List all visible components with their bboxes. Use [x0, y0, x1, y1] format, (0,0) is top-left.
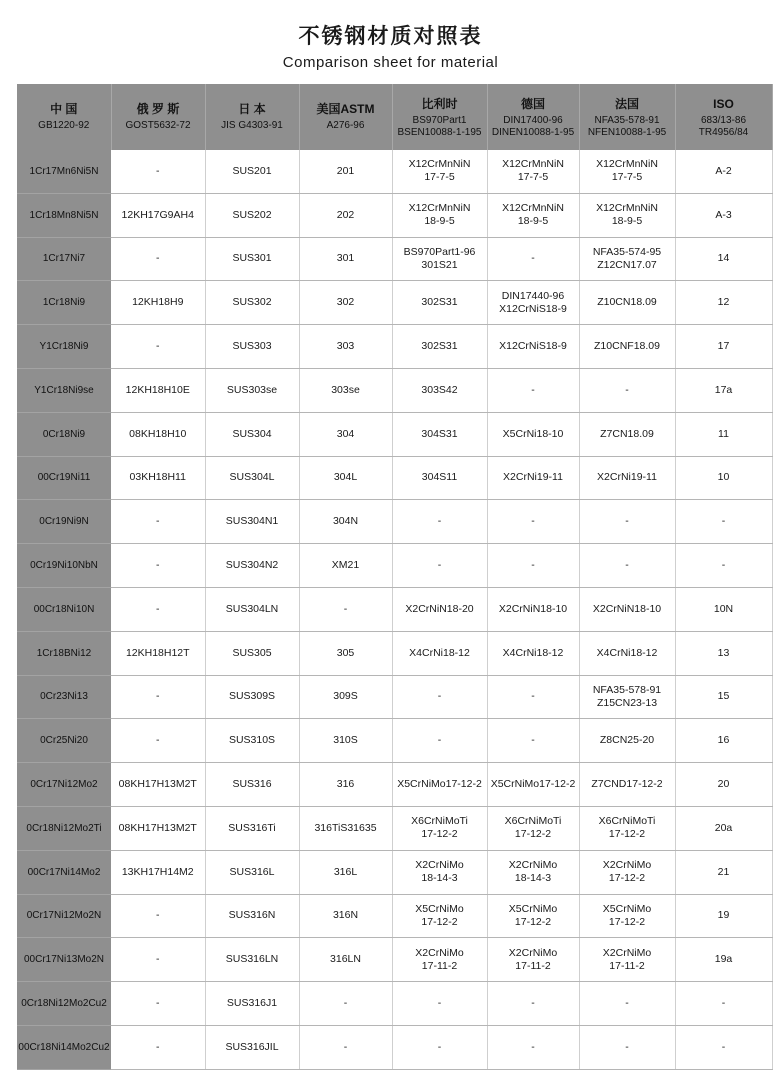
cell-iso: 10N — [675, 587, 772, 631]
cell-france: X2CrNiMo 17-12-2 — [579, 850, 675, 894]
cell-japan: SUS303 — [205, 325, 299, 369]
cell-germany: - — [487, 719, 579, 763]
cell-japan: SUS202 — [205, 193, 299, 237]
cell-usa: 316 — [299, 763, 392, 807]
cell-usa: 316L — [299, 850, 392, 894]
cell-japan: SUS304N1 — [205, 500, 299, 544]
cell-china-grade: 1Cr18Ni9 — [17, 281, 111, 325]
cell-germany: - — [487, 237, 579, 281]
cell-china-grade: 0Cr18Ni9 — [17, 412, 111, 456]
table-row — [17, 763, 772, 807]
cell-usa: 309S — [299, 675, 392, 719]
table-row — [17, 675, 772, 719]
cell-usa: 301 — [299, 237, 392, 281]
cell-japan: SUS316Ti — [205, 806, 299, 850]
cell-iso: 17a — [675, 368, 772, 412]
cell-japan: SUS303se — [205, 368, 299, 412]
cell-belgium: 304S31 — [392, 412, 487, 456]
cell-belgium: 303S42 — [392, 368, 487, 412]
cell-japan: SUS304L — [205, 456, 299, 500]
table-row — [17, 325, 772, 369]
page-title: 不锈钢材质对照表 — [298, 24, 483, 48]
cell-japan: SUS316LN — [205, 938, 299, 982]
cell-germany: - — [487, 675, 579, 719]
cell-china-grade: 00Cr18Ni10N — [17, 587, 111, 631]
cell-belgium: 304S11 — [392, 456, 487, 500]
cell-russia: 12KH18H9 — [111, 281, 205, 325]
cell-china-grade: 1Cr17Ni7 — [17, 237, 111, 281]
header-russia: 俄 罗 斯 GOST5632-72 — [111, 84, 205, 150]
cell-france: X4CrNi18-12 — [579, 631, 675, 675]
cell-china-grade: 00Cr17Ni13Mo2N — [17, 938, 111, 982]
cell-russia: 08KH17H13M2T — [111, 806, 205, 850]
cell-usa: 316N — [299, 894, 392, 938]
cell-russia: 12KH17G9AH4 — [111, 193, 205, 237]
cell-germany: X2CrNiMo 17-11-2 — [487, 938, 579, 982]
cell-usa: 316LN — [299, 938, 392, 982]
table-row — [17, 281, 772, 325]
cell-japan: SUS304LN — [205, 587, 299, 631]
table-row — [17, 544, 772, 588]
cell-china-grade: 0Cr19Ni10NbN — [17, 544, 111, 588]
header-china: 中 国 GB1220-92 — [17, 84, 111, 150]
page-subtitle: Comparison sheet for material — [282, 54, 499, 71]
cell-iso: - — [675, 500, 772, 544]
table-row — [17, 1025, 772, 1069]
cell-germany: - — [487, 368, 579, 412]
cell-france: X2CrNiN18-10 — [579, 587, 675, 631]
cell-france: - — [579, 368, 675, 412]
cell-japan: SUS316JIL — [205, 1025, 299, 1069]
cell-japan: SUS304N2 — [205, 544, 299, 588]
cell-russia: 12KH18H10E — [111, 368, 205, 412]
cell-belgium: X2CrNiMo 17-11-2 — [392, 938, 487, 982]
cell-russia: 08KH18H10 — [111, 412, 205, 456]
cell-iso: A-2 — [675, 150, 772, 193]
cell-germany: X2CrNi19-11 — [487, 456, 579, 500]
cell-usa: - — [299, 982, 392, 1026]
cell-france: Z10CNF18.09 — [579, 325, 675, 369]
cell-iso: 11 — [675, 412, 772, 456]
cell-iso: 13 — [675, 631, 772, 675]
cell-japan: SUS310S — [205, 719, 299, 763]
header-japan: 日 本 JIS G4303-91 — [205, 84, 299, 150]
cell-russia: 13KH17H14M2 — [111, 850, 205, 894]
cell-china-grade: 0Cr18Ni12Mo2Cu2 — [17, 982, 111, 1026]
cell-china-grade: 0Cr23Ni13 — [17, 675, 111, 719]
cell-iso: 20a — [675, 806, 772, 850]
cell-germany: X6CrNiMoTi 17-12-2 — [487, 806, 579, 850]
material-comparison-table — [17, 84, 773, 1070]
cell-russia: - — [111, 894, 205, 938]
cell-iso: A-3 — [675, 193, 772, 237]
cell-germany: X2CrNiN18-10 — [487, 587, 579, 631]
cell-germany: X12CrMnNiN 18-9-5 — [487, 193, 579, 237]
cell-belgium: - — [392, 544, 487, 588]
cell-iso: - — [675, 1025, 772, 1069]
table-row — [17, 193, 772, 237]
table-row — [17, 719, 772, 763]
cell-germany: - — [487, 1025, 579, 1069]
table-row — [17, 938, 772, 982]
cell-germany: X12CrNiS18-9 — [487, 325, 579, 369]
cell-russia: 12KH18H12T — [111, 631, 205, 675]
cell-france: Z10CN18.09 — [579, 281, 675, 325]
cell-belgium: X5CrNiMo17-12-2 — [392, 763, 487, 807]
cell-china-grade: 0Cr25Ni20 — [17, 719, 111, 763]
cell-china-grade: 0Cr17Ni12Mo2N — [17, 894, 111, 938]
cell-iso: 19a — [675, 938, 772, 982]
table-row — [17, 631, 772, 675]
cell-china-grade: 1Cr18BNi12 — [17, 631, 111, 675]
cell-russia: - — [111, 544, 205, 588]
cell-usa: 316TiS31635 — [299, 806, 392, 850]
cell-usa: 304L — [299, 456, 392, 500]
cell-usa: - — [299, 1025, 392, 1069]
header-germany: 德国 DIN17400-96 DINEN10088-1-95 — [487, 84, 579, 150]
cell-germany: X5CrNiMo 17-12-2 — [487, 894, 579, 938]
cell-china-grade: 00Cr17Ni14Mo2 — [17, 850, 111, 894]
cell-belgium: - — [392, 675, 487, 719]
cell-usa: XM21 — [299, 544, 392, 588]
cell-france: X12CrMnNiN 17-7-5 — [579, 150, 675, 193]
cell-china-grade: Y1Cr18Ni9 — [17, 325, 111, 369]
cell-russia: - — [111, 1025, 205, 1069]
cell-russia: - — [111, 150, 205, 193]
cell-russia: - — [111, 938, 205, 982]
cell-germany: - — [487, 982, 579, 1026]
cell-france: - — [579, 500, 675, 544]
cell-japan: SUS316L — [205, 850, 299, 894]
cell-france: NFA35-578-91 Z15CN23-13 — [579, 675, 675, 719]
cell-germany: - — [487, 544, 579, 588]
table-row — [17, 850, 772, 894]
cell-belgium: X6CrNiMoTi 17-12-2 — [392, 806, 487, 850]
header-row — [17, 84, 772, 150]
cell-china-grade: 0Cr18Ni12Mo2Ti — [17, 806, 111, 850]
cell-russia: - — [111, 500, 205, 544]
cell-france: X6CrNiMoTi 17-12-2 — [579, 806, 675, 850]
cell-russia: - — [111, 237, 205, 281]
cell-usa: 202 — [299, 193, 392, 237]
cell-belgium: 302S31 — [392, 325, 487, 369]
table-row — [17, 237, 772, 281]
cell-usa: 201 — [299, 150, 392, 193]
cell-france: Z7CND17-12-2 — [579, 763, 675, 807]
cell-france: - — [579, 1025, 675, 1069]
cell-china-grade: 0Cr19Ni9N — [17, 500, 111, 544]
cell-france: - — [579, 544, 675, 588]
cell-belgium: X2CrNiMo 18-14-3 — [392, 850, 487, 894]
cell-germany: X2CrNiMo 18-14-3 — [487, 850, 579, 894]
cell-usa: 304 — [299, 412, 392, 456]
cell-usa: 303 — [299, 325, 392, 369]
cell-usa: 305 — [299, 631, 392, 675]
cell-russia: - — [111, 675, 205, 719]
header-belgium: 比利时 BS970Part1 BSEN10088-1-195 — [392, 84, 487, 150]
cell-belgium: X5CrNiMo 17-12-2 — [392, 894, 487, 938]
cell-china-grade: 1Cr17Mn6Ni5N — [17, 150, 111, 193]
header-usa: 美国ASTM A276-96 — [299, 84, 392, 150]
cell-germany: DIN17440-96 X12CrNiS18-9 — [487, 281, 579, 325]
cell-belgium: X12CrMnNiN 17-7-5 — [392, 150, 487, 193]
cell-iso: 19 — [675, 894, 772, 938]
cell-china-grade: 00Cr18Ni14Mo2Cu2 — [17, 1025, 111, 1069]
cell-usa: 304N — [299, 500, 392, 544]
cell-germany: X4CrNi18-12 — [487, 631, 579, 675]
table-row — [17, 982, 772, 1026]
cell-usa: 302 — [299, 281, 392, 325]
cell-iso: 15 — [675, 675, 772, 719]
cell-iso: 14 — [675, 237, 772, 281]
header-iso: ISO 683/13-86 TR4956/84 — [675, 84, 772, 150]
cell-japan: SUS302 — [205, 281, 299, 325]
cell-iso: - — [675, 544, 772, 588]
table-row — [17, 806, 772, 850]
cell-japan: SUS201 — [205, 150, 299, 193]
table-row — [17, 587, 772, 631]
cell-belgium: - — [392, 1025, 487, 1069]
table-row — [17, 500, 772, 544]
table-row — [17, 150, 772, 193]
cell-france: Z7CN18.09 — [579, 412, 675, 456]
cell-china-grade: Y1Cr18Ni9se — [17, 368, 111, 412]
cell-japan: SUS316J1 — [205, 982, 299, 1026]
table-row — [17, 894, 772, 938]
table-row — [17, 456, 772, 500]
cell-russia: 08KH17H13M2T — [111, 763, 205, 807]
cell-belgium: - — [392, 719, 487, 763]
cell-france: X12CrMnNiN 18-9-5 — [579, 193, 675, 237]
cell-russia: - — [111, 982, 205, 1026]
cell-iso: 17 — [675, 325, 772, 369]
cell-japan: SUS316N — [205, 894, 299, 938]
table-row — [17, 368, 772, 412]
cell-usa: - — [299, 587, 392, 631]
cell-belgium: BS970Part1-96 301S21 — [392, 237, 487, 281]
table-row — [17, 412, 772, 456]
cell-iso: 16 — [675, 719, 772, 763]
cell-iso: 12 — [675, 281, 772, 325]
cell-germany: X12CrMnNiN 17-7-5 — [487, 150, 579, 193]
cell-france: - — [579, 982, 675, 1026]
cell-japan: SUS301 — [205, 237, 299, 281]
cell-france: NFA35-574-95 Z12CN17.07 — [579, 237, 675, 281]
cell-france: Z8CN25-20 — [579, 719, 675, 763]
cell-france: X2CrNiMo 17-11-2 — [579, 938, 675, 982]
cell-belgium: - — [392, 500, 487, 544]
cell-germany: X5CrNiMo17-12-2 — [487, 763, 579, 807]
cell-usa: 303se — [299, 368, 392, 412]
header-france: 法国 NFA35-578-91 NFEN10088-1-95 — [579, 84, 675, 150]
cell-iso: - — [675, 982, 772, 1026]
table-header — [17, 84, 772, 150]
cell-russia: - — [111, 719, 205, 763]
cell-usa: 310S — [299, 719, 392, 763]
cell-france: X2CrNi19-11 — [579, 456, 675, 500]
cell-japan: SUS316 — [205, 763, 299, 807]
cell-iso: 21 — [675, 850, 772, 894]
cell-germany: X5CrNi18-10 — [487, 412, 579, 456]
cell-france: X5CrNiMo 17-12-2 — [579, 894, 675, 938]
cell-belgium: - — [392, 982, 487, 1026]
table-body — [17, 150, 772, 1069]
cell-belgium: X2CrNiN18-20 — [392, 587, 487, 631]
cell-japan: SUS309S — [205, 675, 299, 719]
cell-russia: 03KH18H11 — [111, 456, 205, 500]
cell-japan: SUS305 — [205, 631, 299, 675]
cell-iso: 10 — [675, 456, 772, 500]
cell-belgium: X4CrNi18-12 — [392, 631, 487, 675]
cell-china-grade: 00Cr19Ni11 — [17, 456, 111, 500]
cell-china-grade: 0Cr17Ni12Mo2 — [17, 763, 111, 807]
cell-iso: 20 — [675, 763, 772, 807]
cell-russia: - — [111, 325, 205, 369]
cell-russia: - — [111, 587, 205, 631]
cell-belgium: X12CrMnNiN 18-9-5 — [392, 193, 487, 237]
cell-germany: - — [487, 500, 579, 544]
cell-japan: SUS304 — [205, 412, 299, 456]
cell-china-grade: 1Cr18Mn8Ni5N — [17, 193, 111, 237]
cell-belgium: 302S31 — [392, 281, 487, 325]
